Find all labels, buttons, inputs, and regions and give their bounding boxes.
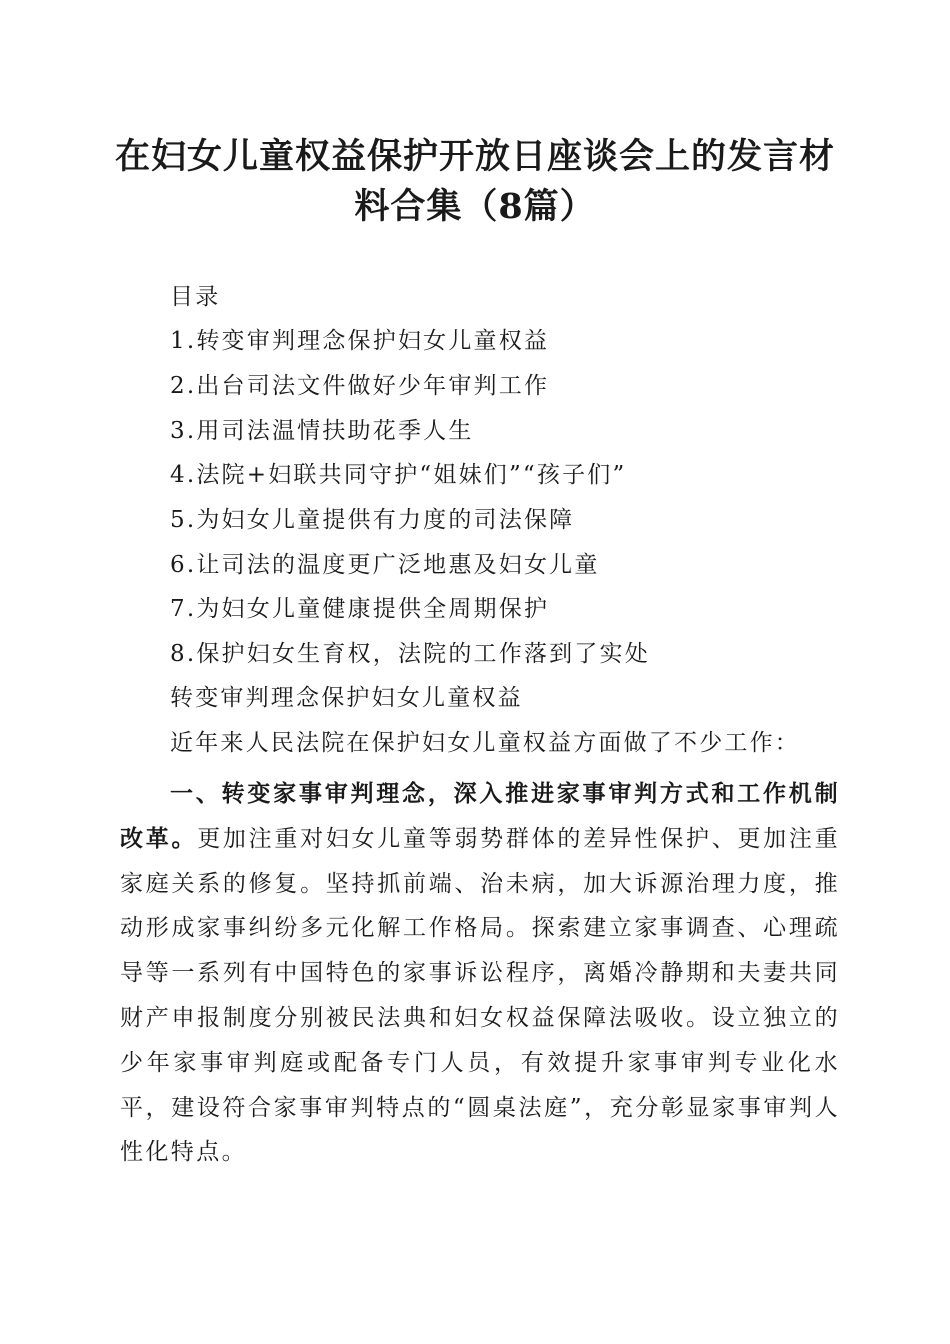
paragraph-1-heading: 一、转变家事审判理念，深入推进家事审判方式和工作机制改革。 bbox=[120, 780, 840, 852]
paragraph-1-body: 更加注重对妇女儿童等弱势群体的差异性保护、更加注重家庭关系的修复。坚持抓前端、治未病，加大诉源治理力度，推动形成家事纠纷多元化解工作格局。探索建立家事调查、心理疏导等一系列有中国特色的家事诉讼程序，离婚冷静期和夫妻共同财产申报制度分别被民法典和妇女权益保障法吸收。设立独立的少年家事审判庭或配备专门人员，有效提升家事审判专业化水平，建设符合家事审判特点的“圆桌法庭”，充分彰显家事审判人性化特点。 bbox=[120, 825, 841, 1166]
toc-item-1: 1.转变审判理念保护妇女儿童权益 bbox=[170, 328, 550, 354]
intro-paragraph: 近年来人民法院在保护妇女儿童权益方面做了不少工作： bbox=[170, 730, 800, 756]
document-title: 在妇女儿童权益保护开放日座谈会上的发言材料合集（8篇） bbox=[114, 136, 835, 227]
toc-item-5: 5.为妇女儿童提供有力度的司法保障 bbox=[170, 507, 575, 533]
toc-heading: 目录 bbox=[170, 284, 221, 310]
toc-item-4: 4.法院+妇联共同守护“姐妹们”“孩子们” bbox=[170, 462, 627, 488]
toc-item-2: 2.出台司法文件做好少年审判工作 bbox=[170, 373, 550, 399]
toc-item-3: 3.用司法温情扶助花季人生 bbox=[170, 418, 474, 444]
toc-item-6: 6.让司法的温度更广泛地惠及妇女儿童 bbox=[170, 552, 600, 578]
section-title: 转变审判理念保护妇女儿童权益 bbox=[170, 685, 523, 711]
paragraph-1 bbox=[120, 772, 840, 1175]
toc-item-8: 8.保护妇女生育权，法院的工作落到了实处 bbox=[170, 641, 650, 667]
toc-item-7: 7.为妇女儿童健康提供全周期保护 bbox=[170, 596, 550, 622]
